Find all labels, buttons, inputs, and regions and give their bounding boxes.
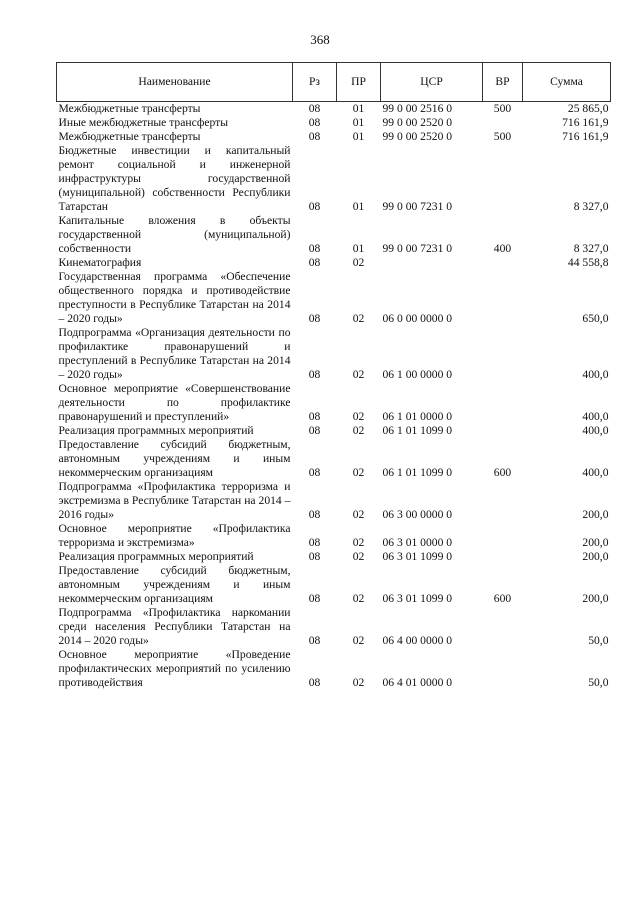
row-pr-cell: 01 [352,116,365,129]
table-body [57,102,611,691]
row-name-cell: Реализация программных мероприятий [58,424,254,437]
row-vr-cell [483,144,523,214]
row-csr-cell: 99 0 00 7231 0 [382,200,453,213]
row-csr-cell: 06 1 00 0000 0 [382,368,453,381]
row-name-cell: Межбюджетные трансферты [58,102,201,115]
row-sum-cell: 44 558,8 [567,256,609,269]
row-csr-cell: 06 1 01 1099 0 [382,466,453,479]
table-row [57,606,611,648]
row-sum-cell: 200,0 [582,550,609,563]
table-row [57,102,611,117]
row-csr-cell: 99 0 00 7231 0 [382,242,453,255]
row-csr-cell: 06 1 01 1099 0 [382,424,453,437]
row-pr-cell: 01 [352,242,365,255]
row-rz-cell: 08 [308,550,321,563]
table-row [57,382,611,424]
column-header-pr: ПР [337,63,381,102]
row-sum-cell: 50,0 [588,634,609,647]
row-csr-cell: 06 3 01 1099 0 [382,550,453,563]
row-csr-cell: 06 1 01 0000 0 [382,410,453,423]
row-pr-cell: 01 [352,130,365,143]
row-pr-cell: 02 [352,676,365,689]
row-name-cell: Капитальные вложения в объекты государственной (муниципальной) собственности [58,214,291,255]
row-csr-cell: 99 0 00 2520 0 [382,116,453,129]
row-name-cell: Основное мероприятие «Проведение профилактических мероприятий по усилению противодействия [58,648,291,689]
row-vr-cell [483,606,523,648]
row-vr-cell: 400 [493,242,512,255]
row-rz-cell: 08 [308,466,321,479]
table-row [57,130,611,144]
row-pr-cell: 02 [352,634,365,647]
row-name-cell: Подпрограмма «Организация деятельности по профилактике правонарушений и преступлений в Республике Татарстан на 2014 – 2020 годы» [58,326,291,381]
row-name-cell: Подпрограмма «Профилактика наркомании среди населения Республики Татарстан на 2014 – 2020 годы» [58,606,291,647]
row-csr-cell: 06 3 01 1099 0 [382,592,453,605]
row-rz-cell: 08 [308,508,321,521]
row-csr-cell: 99 0 00 2520 0 [382,130,453,143]
row-vr-cell [483,550,523,564]
row-sum-cell: 400,0 [582,424,609,437]
budget-table [56,62,611,690]
row-sum-cell: 200,0 [582,536,609,549]
row-pr-cell: 02 [352,312,365,325]
row-name-cell: Межбюджетные трансферты [58,130,201,143]
row-vr-cell: 500 [493,130,512,143]
row-pr-cell: 02 [352,410,365,423]
row-rz-cell: 08 [308,634,321,647]
row-pr-cell: 02 [352,424,365,437]
row-vr-cell [483,382,523,424]
row-rz-cell: 08 [308,200,321,213]
row-vr-cell [483,116,523,130]
row-vr-cell [483,326,523,382]
row-pr-cell: 02 [352,550,365,563]
row-name-cell: Иные межбюджетные трансферты [58,116,229,129]
column-header-rz: Рз [293,63,337,102]
row-vr-cell [483,270,523,326]
row-vr-cell: 500 [493,102,512,115]
row-vr-cell: 600 [493,466,512,479]
row-csr-cell: 06 0 00 0000 0 [382,312,453,325]
row-name-cell: Государственная программа «Обеспечение общественного порядка и противодействие преступности в Республике Татарстан на 2014 – 2020 годы» [58,270,291,325]
table-row [57,144,611,214]
row-name-cell: Предоставление субсидий бюджетным, автономным учреждениям и иным некоммерческим организациям [58,564,291,605]
table-row [57,256,611,270]
row-pr-cell: 02 [352,592,365,605]
row-sum-cell: 400,0 [582,466,609,479]
row-name-cell: Бюджетные инвестиции и капитальный ремонт социальной и инженерной инфраструктуры государственной (муниципальной) собственности Республики Татарстан [58,144,291,213]
table-row [57,326,611,382]
table-row [57,550,611,564]
row-rz-cell: 08 [308,424,321,437]
row-sum-cell: 200,0 [582,592,609,605]
column-header-sum: Сумма [523,63,611,102]
row-sum-cell: 8 327,0 [573,242,609,255]
row-rz-cell: 08 [308,256,321,269]
table-row [57,438,611,480]
row-pr-cell: 02 [352,256,365,269]
table-header-row [57,63,611,102]
row-rz-cell: 08 [308,242,321,255]
row-csr-cell [381,256,483,270]
row-csr-cell: 06 3 00 0000 0 [382,508,453,521]
row-name-cell: Реализация программных мероприятий [58,550,254,563]
row-rz-cell: 08 [308,592,321,605]
column-header-csr: ЦСР [381,63,483,102]
row-sum-cell: 650,0 [582,312,609,325]
row-rz-cell: 08 [308,116,321,129]
table-row [57,424,611,438]
row-rz-cell: 08 [308,676,321,689]
row-name-cell: Кинематография [58,256,142,269]
row-pr-cell: 01 [352,200,365,213]
row-vr-cell: 600 [493,592,512,605]
table-row [57,564,611,606]
row-vr-cell [483,648,523,690]
page-number: 368 [310,32,330,47]
row-vr-cell [483,424,523,438]
row-sum-cell: 8 327,0 [573,200,609,213]
column-header-vr: ВР [483,63,523,102]
row-pr-cell: 02 [352,508,365,521]
row-sum-cell: 716 161,9 [562,130,609,143]
row-name-cell: Подпрограмма «Профилактика терроризма и экстремизма в Республике Татарстан на 2014 – 2016 годы» [58,480,291,521]
row-rz-cell: 08 [308,312,321,325]
row-sum-cell: 400,0 [582,368,609,381]
row-pr-cell: 01 [352,102,365,115]
row-pr-cell: 02 [352,466,365,479]
row-pr-cell: 02 [352,368,365,381]
row-rz-cell: 08 [308,410,321,423]
row-rz-cell: 08 [308,102,321,115]
row-sum-cell: 716 161,9 [562,116,609,129]
row-name-cell: Основное мероприятие «Совершенствование деятельности по профилактике правонарушений и преступлений» [58,382,291,423]
row-rz-cell: 08 [308,130,321,143]
row-pr-cell: 02 [352,536,365,549]
row-sum-cell: 200,0 [582,508,609,521]
table-row [57,270,611,326]
table-row [57,214,611,256]
row-sum-cell: 400,0 [582,410,609,423]
table-row [57,648,611,690]
row-rz-cell: 08 [308,368,321,381]
row-csr-cell: 06 4 01 0000 0 [382,676,453,689]
table-row [57,480,611,522]
row-vr-cell [483,522,523,550]
row-vr-cell [483,480,523,522]
row-name-cell: Предоставление субсидий бюджетным, автономным учреждениям и иным некоммерческим организациям [58,438,291,479]
row-csr-cell: 99 0 00 2516 0 [382,102,453,115]
row-name-cell: Основное мероприятие «Профилактика терроризма и экстремизма» [58,522,291,549]
row-rz-cell: 08 [308,536,321,549]
table-row [57,116,611,130]
column-header-name: Наименование [57,63,293,102]
row-csr-cell: 06 3 01 0000 0 [382,536,453,549]
row-vr-cell [483,256,523,270]
table-row [57,522,611,550]
row-sum-cell: 50,0 [588,676,609,689]
row-csr-cell: 06 4 00 0000 0 [382,634,453,647]
row-sum-cell: 25 865,0 [567,102,609,115]
